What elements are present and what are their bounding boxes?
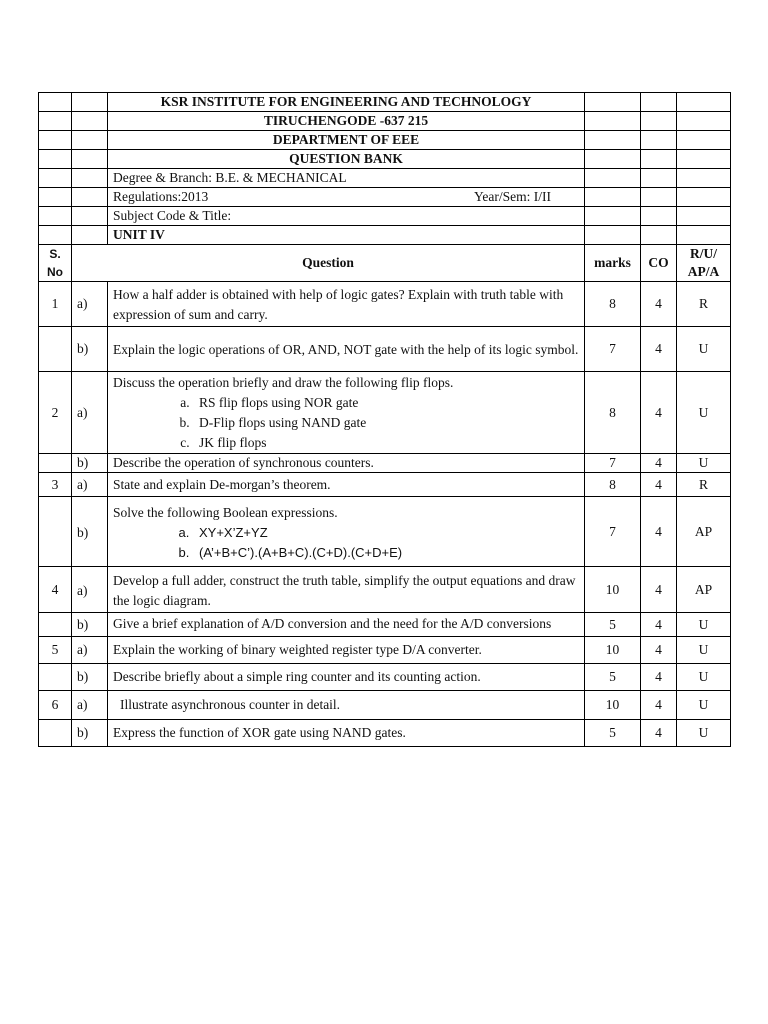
question-marks: 5 [585,664,641,691]
header-row-degree [39,169,731,188]
question-text: How a half adder is obtained with help of logic gates? Explain with truth table with expression of sum and carry. [108,282,585,327]
question-level: U [677,613,731,637]
question-row [39,497,731,567]
column-header-co: CO [641,245,677,282]
question-co: 4 [641,327,677,372]
serial-number: 5 [39,637,72,664]
question-part: a) [72,473,108,497]
regulations: Regulations:2013 [113,189,209,204]
question-row [39,664,731,691]
question-part: a) [72,567,108,613]
department-name: DEPARTMENT OF EEE [108,131,585,150]
regulations-line [113,188,579,206]
question-level: U [677,637,731,664]
unit-label: UNIT IV [108,226,585,245]
question-part: b) [72,720,108,747]
question-level: AP [677,567,731,613]
serial-number: 3 [39,473,72,497]
header-row-title [39,150,731,169]
question-row [39,282,731,327]
question-marks: 10 [585,567,641,613]
question-co: 4 [641,720,677,747]
question-part: b) [72,613,108,637]
question-row [39,327,731,372]
question-text: Illustrate asynchronous counter in detail. [108,691,585,720]
question-level: U [677,691,731,720]
serial-number: 4 [39,567,72,613]
header-row-institute [39,93,731,112]
question-level: U [677,664,731,691]
column-header-question: Question [72,245,585,282]
question-text: Describe the operation of synchronous counters. [108,454,585,473]
list-item: a. XY+X’Z+YZ [193,523,579,543]
question-marks: 10 [585,637,641,664]
question-level: U [677,720,731,747]
question-marks: 7 [585,497,641,567]
column-header-sno: S. No [39,245,72,282]
question-row [39,567,731,613]
question-marks: 10 [585,691,641,720]
question-row [39,613,731,637]
question-part: a) [72,691,108,720]
boolean-expression-list [113,523,579,563]
question-text: Express the function of XOR gate using NAND gates. [108,720,585,747]
question-marks: 8 [585,372,641,454]
header-row-unit [39,226,731,245]
question-co: 4 [641,637,677,664]
institute-name: KSR INSTITUTE FOR ENGINEERING AND TECHNOLOGY [108,93,585,112]
question-part: a) [72,372,108,454]
question-co: 4 [641,664,677,691]
year-semester: Year/Sem: I/II [474,189,551,204]
question-part: b) [72,497,108,567]
question-text-clip [113,614,579,635]
column-header-marks: marks [585,245,641,282]
question-level: R [677,282,731,327]
question-level: AP [677,497,731,567]
question-co: 4 [641,613,677,637]
question-text-block [108,372,585,454]
serial-number [39,613,72,637]
question-marks: 7 [585,327,641,372]
question-row [39,473,731,497]
question-level: U [677,327,731,372]
subject-code-title: Subject Code & Title: [108,207,585,226]
question-row [39,720,731,747]
institute-location: TIRUCHENGODE -637 215 [108,112,585,131]
list-item: c. JK flip flops [193,433,579,453]
question-co: 4 [641,282,677,327]
question-level: R [677,473,731,497]
question-co: 4 [641,567,677,613]
header-row-department [39,131,731,150]
serial-number [39,454,72,473]
question-row [39,637,731,664]
degree-branch: Degree & Branch: B.E. & MECHANICAL [108,169,585,188]
column-header-row [39,245,731,282]
question-level: U [677,372,731,454]
column-header-level: R/U/ AP/A [677,245,731,282]
question-co: 4 [641,691,677,720]
list-item: b. (A’+B+C’).(A+B+C).(C+D).(C+D+E) [193,543,579,563]
question-part: b) [72,664,108,691]
question-text: Explain the logic operations of OR, AND, NOT gate with the help of its logic symbol. [108,327,585,372]
question-marks: 5 [585,613,641,637]
question-text-block [108,497,585,567]
serial-number [39,327,72,372]
question-co: 4 [641,473,677,497]
question-part: b) [72,327,108,372]
question-marks: 8 [585,282,641,327]
question-text: State and explain De-morgan’s theorem. [108,473,585,497]
question-co: 4 [641,454,677,473]
serial-number: 1 [39,282,72,327]
header-row-regulations [39,188,731,207]
question-marks: 8 [585,473,641,497]
question-bank-table [38,92,731,747]
flip-flop-list [113,393,579,453]
question-co: 4 [641,497,677,567]
question-text: Explain the working of binary weighted register type D/A converter. [108,637,585,664]
question-text: Discuss the operation briefly and draw the following flip flops. [113,374,454,390]
question-text: Develop a full adder, construct the truth table, simplify the output equations and draw the logic diagram. [108,567,585,613]
question-text: Solve the following Boolean expressions. [113,504,338,520]
serial-number: 6 [39,691,72,720]
header-row-location [39,112,731,131]
question-part: b) [72,454,108,473]
question-marks: 7 [585,454,641,473]
question-co: 4 [641,372,677,454]
question-text: Describe briefly about a simple ring counter and its counting action. [108,664,585,691]
serial-number [39,720,72,747]
question-row [39,372,731,454]
question-text: Give a brief explanation of A/D conversion and the need for the A/D conversions [113,616,552,631]
list-item: b. D-Flip flops using NAND gate [193,413,579,433]
question-part: a) [72,637,108,664]
header-row-subject [39,207,731,226]
serial-number [39,664,72,691]
question-part: a) [72,282,108,327]
question-row [39,691,731,720]
list-item: a. RS flip flops using NOR gate [193,393,579,413]
document-title: QUESTION BANK [108,150,585,169]
question-row [39,454,731,473]
serial-number: 2 [39,372,72,454]
question-level: U [677,454,731,473]
serial-number [39,497,72,567]
question-marks: 5 [585,720,641,747]
